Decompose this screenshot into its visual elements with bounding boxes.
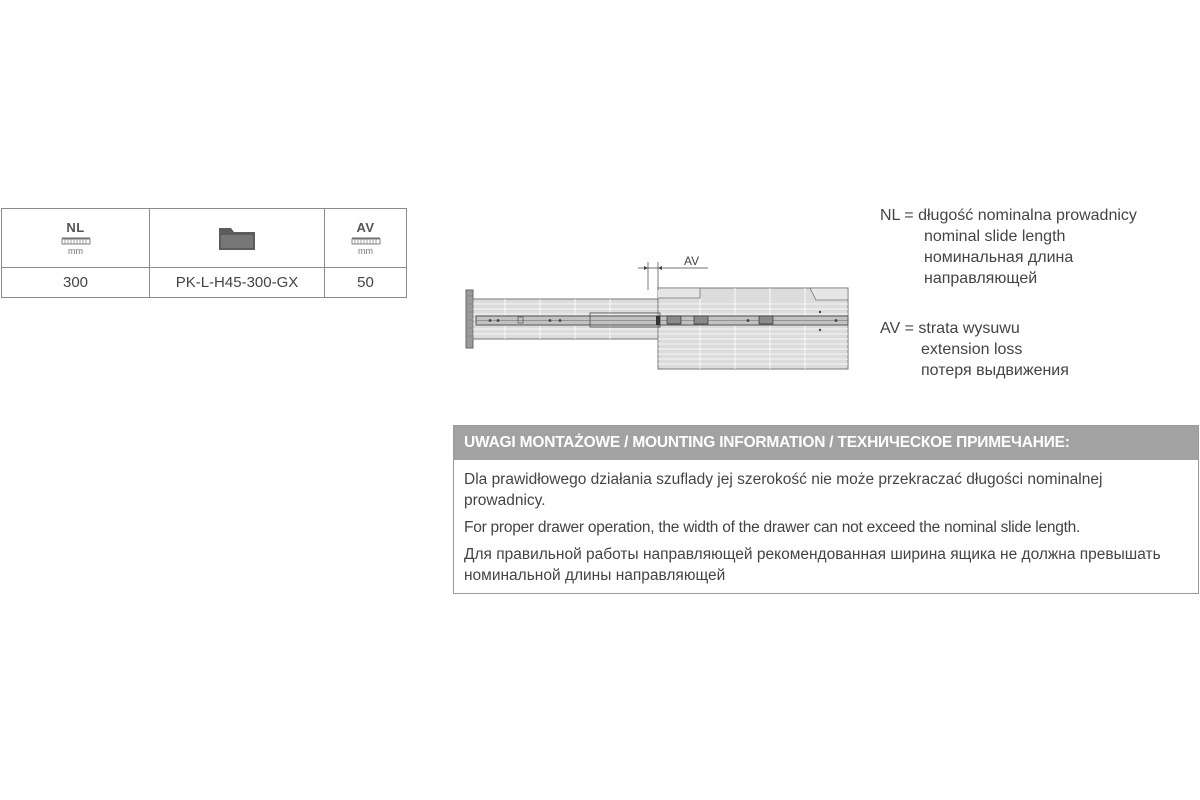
spec-table bbox=[1, 208, 407, 298]
value-code-cell bbox=[150, 267, 325, 297]
slide-drawing bbox=[460, 250, 860, 375]
spec-value-row bbox=[2, 267, 406, 297]
notes-english: For proper drawer operation, the width of the drawer can not exceed the nominal slide length. bbox=[464, 519, 1081, 536]
value-nl-cell bbox=[2, 267, 150, 297]
notes-russian: Для правильной работы направляющей рекомендованная ширина ящика не должна превышать номинальной длины направляющей bbox=[464, 546, 1161, 584]
header-nl-unit: mm bbox=[68, 245, 83, 256]
header-av-abbr: AV bbox=[356, 219, 375, 235]
header-nl bbox=[2, 209, 150, 267]
header-av-unit: mm bbox=[358, 245, 373, 256]
value-av: 50 bbox=[357, 273, 374, 291]
folder-icon bbox=[217, 224, 257, 252]
legend-nl-term: NL = długość nominalna prowadnicy bbox=[880, 207, 1137, 224]
legend-nl-ru1: номинальная длина bbox=[924, 249, 1074, 266]
legend-nl-ru2: направляющей bbox=[924, 270, 1038, 287]
notes-title: UWAGI MONTAŻOWE / MOUNTING INFORMATION / ТЕХНИЧЕСКОЕ ПРИМЕЧАНИЕ: bbox=[454, 426, 1198, 460]
legend-av-ru: потеря выдвижения bbox=[921, 362, 1069, 379]
notes-polish: Dla prawidłowego działania szuflady jej szerokość nie może przekraczać długości nominalnej prowadnicy. bbox=[464, 471, 1103, 509]
value-nl: 300 bbox=[62, 273, 89, 291]
legend-nl bbox=[880, 205, 1137, 289]
mounting-notes bbox=[453, 425, 1199, 594]
header-nl-abbr: NL bbox=[66, 219, 85, 235]
legend-av bbox=[880, 318, 1069, 381]
spec-header-row bbox=[2, 209, 406, 268]
header-av bbox=[325, 209, 406, 267]
av-dimension-label: AV bbox=[684, 254, 700, 268]
ruler-icon bbox=[61, 237, 91, 245]
drawer-front bbox=[466, 290, 473, 348]
legend-nl-en: nominal slide length bbox=[924, 228, 1066, 245]
header-code bbox=[150, 209, 325, 267]
value-code: PK-L-H45-300-GX bbox=[175, 273, 299, 291]
ruler-icon bbox=[351, 237, 381, 245]
value-av-cell bbox=[325, 267, 406, 297]
legend-av-en: extension loss bbox=[921, 341, 1023, 358]
legend-av-term: AV = strata wysuwu bbox=[880, 320, 1020, 337]
